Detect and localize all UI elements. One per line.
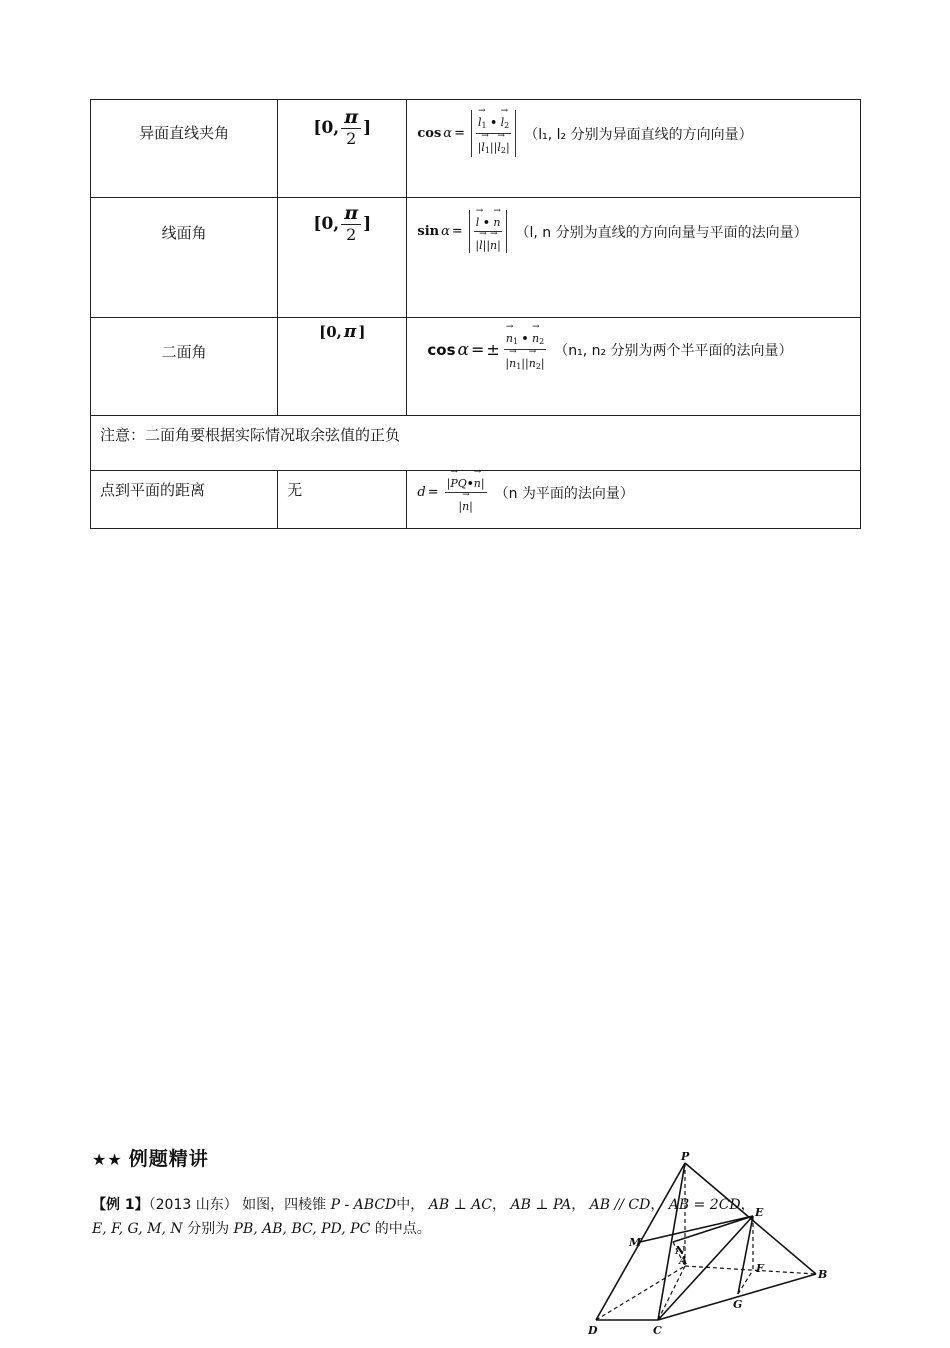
table-row: [91, 471, 861, 529]
svg-text:M: M: [629, 1236, 642, 1249]
line-plane-range-cell: [278, 198, 407, 318]
angle-range: [0, $\frac{\pi}{2}$ ]: [313, 106, 372, 148]
distance-formula: d = $\frac{|\to PQ•\to n|}{|\to n|}$ （n 为平面的法向量）: [407, 471, 860, 512]
distance-name: 点到平面的距离: [91, 471, 278, 529]
dihedral-fraction: → $\frac{n_1 • \to n_2}{|\to n_1||\to n_2|}$: [504, 328, 546, 371]
line-plane-range: [0, $\frac{\pi}{2}$ ]: [313, 202, 372, 244]
formula-table: [90, 99, 861, 529]
angle-formula: cos α = → $\frac{l_1 • \to l_2}{|\to l_1||\to l_2|}$ （l₁, l₂ 分别为异面直线的方向向量）: [407, 100, 860, 157]
svg-text:F: F: [756, 1262, 764, 1275]
cos-fraction: → $\frac{l_1 • \to l_2}{|\to l_1||\to l_2|}$: [471, 110, 516, 157]
edge-me: [640, 1216, 753, 1242]
svg-text:A: A: [679, 1254, 688, 1267]
svg-text:G: G: [733, 1298, 743, 1311]
svg-text:B: B: [818, 1268, 828, 1281]
table-row: [91, 198, 861, 318]
dihedral-note: （n₁, n₂ 分别为两个半平面的法向量）: [554, 342, 793, 359]
dihedral-range-cell: [278, 318, 407, 416]
distance-fraction: $\frac{|\to PQ•\to n|}{|\to n|}$: [445, 473, 487, 512]
section-title: ★★ 例题精讲: [92, 1148, 209, 1170]
pyramid-diagram: [580, 1148, 850, 1344]
dihedral-formula-cell: [407, 318, 861, 416]
svg-text:C: C: [653, 1324, 662, 1337]
sin-fraction: → $\frac{l • \to n}{|\to l||\to n|}$: [469, 210, 508, 253]
svg-text:N: N: [675, 1244, 686, 1257]
example-source: （2013 山东）: [148, 1197, 238, 1213]
notice-text: 注意：二面角要根据实际情况取余弦值的正负: [91, 416, 861, 471]
dihedral-formula: cos α = ± → $\frac{n_1 • \to n_2}{|\to n_1||\to n_2|}$ （n₁, n₂ 分别为两个半平面的法向量）: [407, 318, 860, 371]
edge-eg: [738, 1216, 753, 1294]
example-label: 【例 1】: [92, 1197, 149, 1213]
pyramid-figure: [580, 1148, 850, 1344]
table-row: [91, 100, 861, 198]
distance-formula-cell: [407, 471, 861, 529]
angle-range-cell: [278, 100, 407, 198]
svg-text:E: E: [755, 1206, 764, 1219]
star-icon: ★★: [92, 1150, 123, 1169]
angle-formula-cell: [407, 100, 861, 198]
edge-cb: [658, 1274, 816, 1320]
angle-name: 异面直线夹角: [91, 100, 278, 198]
dihedral-angle-name: 二面角: [91, 318, 278, 416]
table-row: [91, 416, 861, 471]
svg-text:P: P: [681, 1150, 690, 1163]
distance-range: 无: [278, 471, 407, 529]
dihedral-range: [0, π ]: [319, 322, 366, 342]
example-problem: 【例 1】（2013 山东） 如图，四棱锥 P - ABCD中， AB ⊥ AC， AB ⊥ PA， AB // CD， AB = 2CD， E, F, G, M, N 分别为 PB, AB, BC, PD, PC 的中点。: [92, 1197, 755, 1237]
table-row: [91, 318, 861, 416]
angle-note: （l₁, l₂ 分别为异面直线的方向向量）: [524, 126, 753, 143]
line-plane-note: （l, n 分别为直线的方向向量与平面的法向量）: [515, 224, 808, 241]
svg-text:D: D: [588, 1324, 598, 1337]
line-plane-formula-cell: [407, 198, 861, 318]
distance-note: （n 为平面的法向量）: [494, 485, 634, 502]
line-plane-formula: sin α = → $\frac{l • \to n}{|\to l||\to n|}$ （l, n 分别为直线的方向向量与平面的法向量）: [407, 198, 860, 253]
line-plane-angle-name: 线面角: [91, 198, 278, 318]
